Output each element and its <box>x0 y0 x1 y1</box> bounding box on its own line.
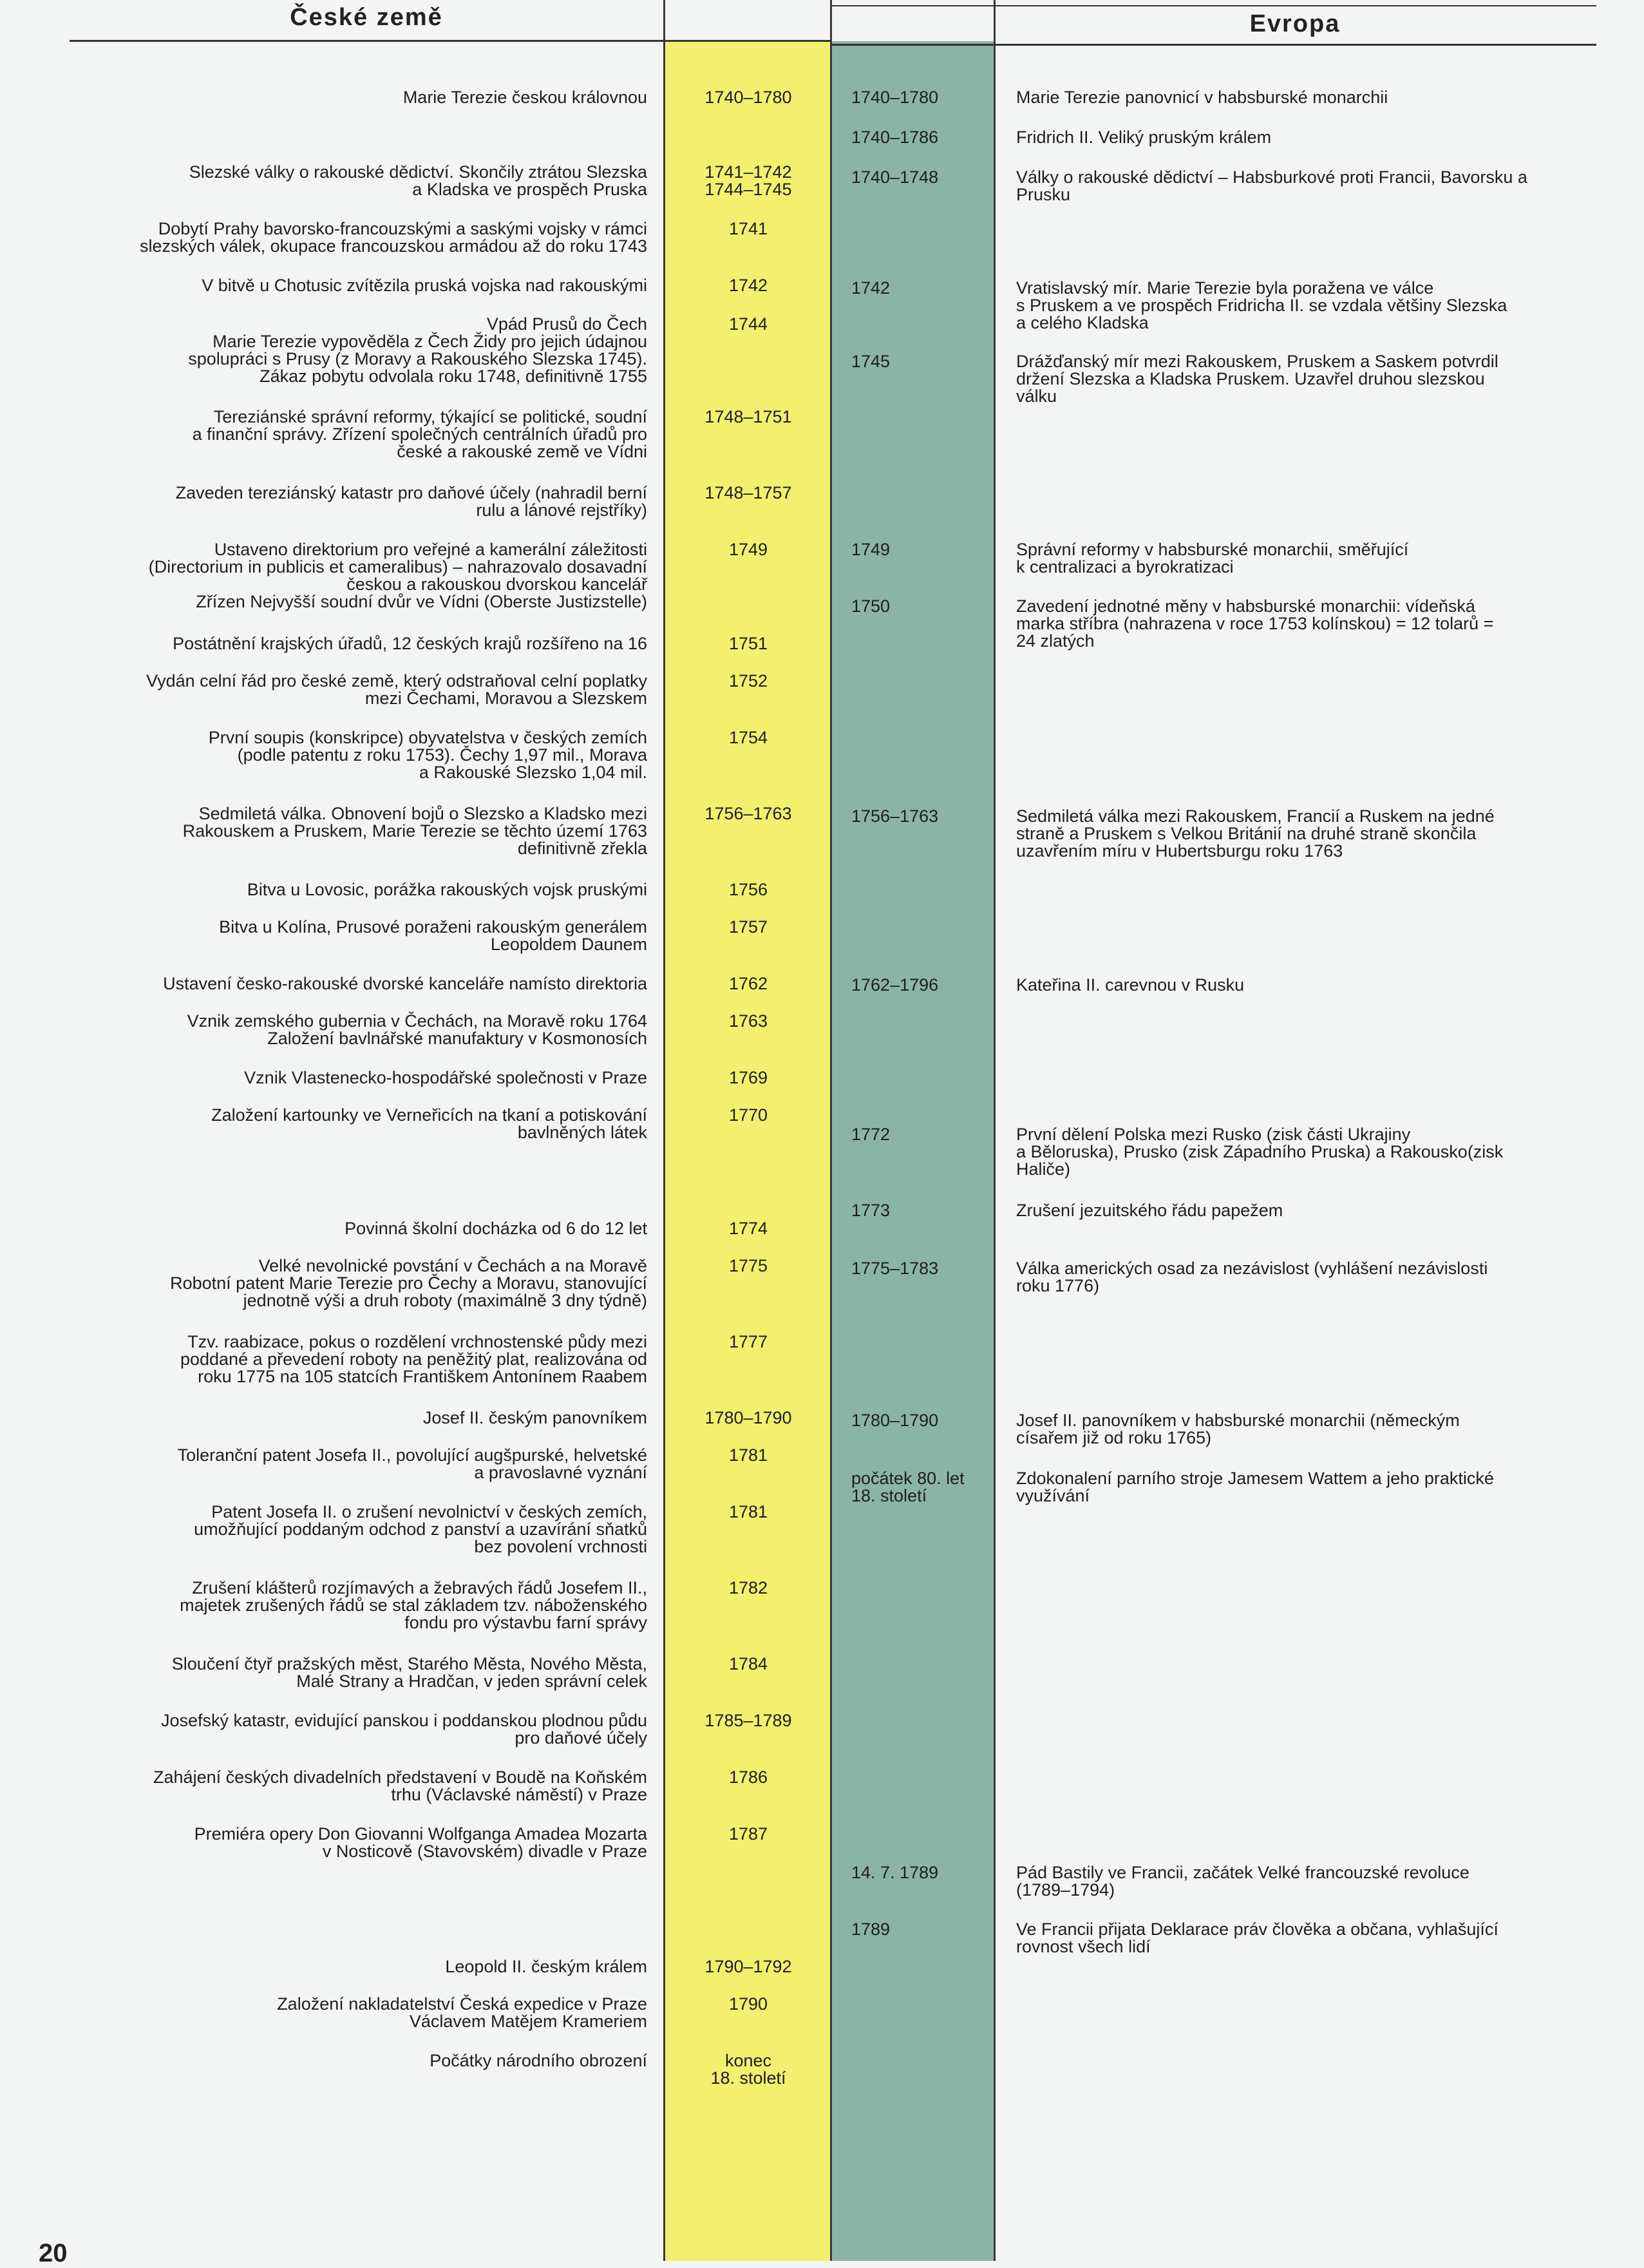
europe-event-year: 1762–1796 <box>851 975 939 995</box>
czech-event-year: 1742 <box>728 276 768 295</box>
europe-event-year: 1789 <box>851 1920 891 1939</box>
czech-event-year: 1790–1792 <box>704 1957 792 1976</box>
czech-event-year: 1790 <box>728 1994 768 2014</box>
czech-event-year: 1787 <box>728 1824 768 1844</box>
europe-event-year: 1773 <box>851 1201 891 1220</box>
czech-event-text: Bitva u Kolína, Prusové poraženi rakouským generálem Leopoldem Daunem <box>219 917 647 954</box>
czech-year-column <box>665 41 831 2261</box>
czech-event-text: Ustaveno direktorium pro veřejné a kamerální záležitosti (Directorium in publicis et cameralibus) – nahrazovalo dosavadní českou a rakouskou dvorskou kancelář Zřízen Nejvyšší soudní dvůr ve Vídni (Oberste Justizstelle) <box>148 540 647 611</box>
czech-event-year: 1741–1742 1744–1745 <box>704 162 792 199</box>
europe-event-text: První dělení Polska mezi Rusko (zisk části Ukrajiny a Běloruska), Prusko (zisk Západního Pruska) a Rakousko(zisk Haliče) <box>1016 1125 1504 1179</box>
europe-event-text: Správní reformy v habsburské monarchii, směřující k centralizaci a byrokratizaci <box>1016 540 1409 577</box>
header-czech: České země <box>290 4 443 31</box>
europe-event-year: 1740–1786 <box>851 128 939 147</box>
europe-event-year: 1775–1783 <box>851 1259 939 1278</box>
czech-event-year: 1762 <box>728 974 768 993</box>
europe-event-text: Války o rakouské dědictví – Habsburkové proti Francii, Bavorsku a Prusku <box>1016 167 1527 204</box>
czech-event-text: Premiéra opery Don Giovanni Wolfganga Amadea Mozarta v Nosticově (Stavovském) divadle v Praze <box>194 1824 647 1861</box>
czech-event-text: Zaveden tereziánský katastr pro daňové účely (nahradil berní rulu a lánové rejstříky) <box>175 483 647 520</box>
czech-event-text: Vpád Prusů do Čech Marie Terezie vypověděla z Čech Židy pro jejich údajnou spolupráci s Prusy (z Moravy a Rakouského Slezska 1745). Zákaz pobytu odvolala roku 1748, definitivně 1755 <box>188 314 647 386</box>
czech-event-year: 1777 <box>728 1332 768 1351</box>
header-europe: Evropa <box>1249 10 1341 37</box>
europe-event-year: 1740–1748 <box>851 167 939 187</box>
czech-event-text: Sedmiletá válka. Obnovení bojů o Slezsko a Kladsko mezi Rakouskem a Pruskem, Marie Terezie se těchto území 1763 definitivně zřekla <box>182 804 647 858</box>
czech-event-text: Založení kartounky ve Verneřicích na tkaní a potiskování bavlněných látek <box>211 1105 647 1142</box>
europe-event-year: 1740–1780 <box>851 88 939 107</box>
europe-event-text: Drážďanský mír mezi Rakouskem, Pruskem a Saskem potvrdil držení Slezska a Kladska Pruskem. Uzavřel druhou slezskou válku <box>1016 352 1498 406</box>
czech-event-year: 1775 <box>728 1256 768 1275</box>
europe-event-text: Fridrich II. Veliký pruským králem <box>1016 128 1272 147</box>
czech-event-year: 1786 <box>728 1768 768 1787</box>
europe-event-year: 1749 <box>851 540 891 559</box>
czech-event-year: 1756 <box>728 880 768 899</box>
czech-event-year: 1763 <box>728 1011 768 1031</box>
czech-event-text: Zahájení českých divadelních představení v Boudě na Koňském trhu (Václavské náměstí) v Praze <box>153 1768 647 1804</box>
czech-event-text: Josef II. českým panovníkem <box>422 1408 647 1427</box>
header-rule <box>70 40 830 42</box>
czech-event-year: 1740–1780 <box>704 88 792 107</box>
czech-event-text: Sloučení čtyř pražských měst, Starého Města, Nového Města, Malé Strany a Hradčan, v jeden správní celek <box>171 1654 647 1691</box>
czech-event-text: První soupis (konskripce) obyvatelstva v českých zemích (podle patentu z roku 1753). Čechy 1,97 mil., Morava a Rakouské Slezsko 1,04 mil. <box>208 728 647 782</box>
czech-event-year: 1784 <box>728 1654 768 1673</box>
europe-event-year: 1756–1763 <box>851 806 939 826</box>
czech-event-year: 1782 <box>728 1578 768 1597</box>
europe-event-text: Zdokonalení parního stroje Jamesem Wattem a jeho praktické využívání <box>1016 1469 1494 1505</box>
czech-event-year: 1741 <box>728 219 768 238</box>
czech-event-text: Vznik zemského gubernia v Čechách, na Moravě roku 1764 Založení bavlnářské manufaktury v Kosmonosích <box>187 1011 647 1048</box>
europe-event-text: Ve Francii přijata Deklarace práv člověka a občana, vyhlašující rovnost všech lidí <box>1016 1920 1498 1956</box>
czech-event-year: 1748–1751 <box>704 407 792 426</box>
czech-event-year: 1748–1757 <box>704 483 792 502</box>
europe-event-text: Kateřina II. carevnou v Rusku <box>1016 975 1245 995</box>
czech-event-year: 1756–1763 <box>704 804 792 823</box>
europe-event-year: 1772 <box>851 1125 891 1144</box>
czech-event-year: konec 18. století <box>710 2051 786 2088</box>
czech-event-year: 1744 <box>728 314 768 334</box>
europe-event-text: Zavedení jednotné měny v habsburské monarchii: vídeňská marka stříbra (nahrazena v roce 1753 kolínskou) = 12 tolarů = 24 zlatých <box>1016 596 1494 651</box>
czech-event-text: Dobytí Prahy bavorsko-francouzskými a saskými vojsky v rámci slezských válek, okupace francouzskou armádou až do roku 1743 <box>140 219 647 256</box>
czech-event-text: Velké nevolnické povstání v Čechách a na Moravě Robotní patent Marie Terezie pro Čechy a Moravu, stanovující jednotně výši a druh roboty (maximálně 3 dny týdně) <box>170 1256 647 1310</box>
czech-event-year: 1781 <box>728 1445 768 1465</box>
europe-event-text: Sedmiletá válka mezi Rakouskem, Francií a Ruskem na jedné straně a Pruskem s Velkou Británií na druhé straně skončila uzavřením míru v Hubertsburgu roku 1763 <box>1016 806 1495 861</box>
czech-event-text: Vznik Vlastenecko-hospodářské společnosti v Praze <box>244 1068 647 1087</box>
czech-event-year: 1785–1789 <box>704 1711 792 1730</box>
czech-event-text: Ustavení česko-rakouské dvorské kanceláře namísto direktoria <box>163 974 647 993</box>
czech-event-text: Marie Terezie českou královnou <box>402 88 647 107</box>
czech-event-year: 1751 <box>728 634 768 653</box>
czech-event-text: Zrušení klášterů rozjímavých a žebravých řádů Josefem II., majetek zrušených řádů se stal základem tzv. náboženského fondu pro výstavbu farní správy <box>180 1578 647 1632</box>
czech-event-year: 1752 <box>728 671 768 691</box>
europe-event-year: 1745 <box>851 352 891 371</box>
czech-event-text: Slezské války o rakouské dědictví. Skončily ztrátou Slezska a Kladska ve prospěch Pruska <box>189 162 647 199</box>
czech-event-text: Povinná školní docházka od 6 do 12 let <box>345 1219 647 1238</box>
europe-event-year: 1742 <box>851 278 891 298</box>
czech-event-text: Tzv. raabizace, pokus o rozdělení vrchnostenské půdy mezi poddané a převedení roboty na peněžitý plat, realizována od roku 1775 na 105 statcích Františkem Antonínem Raabem <box>180 1332 647 1386</box>
europe-event-text: Válka amerických osad za nezávislost (vyhlášení nezávislosti roku 1776) <box>1016 1259 1488 1295</box>
czech-event-year: 1770 <box>728 1105 768 1125</box>
europe-event-year: 1750 <box>851 596 891 616</box>
czech-event-text: Počátky národního obrození <box>430 2051 647 2070</box>
czech-event-text: Vydán celní řád pro české země, který odstraňoval celní poplatky mezi Čechami, Moravou a Slezskem <box>146 671 647 708</box>
czech-event-text: Patent Josefa II. o zrušení nevolnictví v českých zemích, umožňující poddaným odchod z panství a uzavírání sňatků bez povolení vrchnosti <box>194 1502 647 1556</box>
czech-event-text: Tereziánské správní reformy, týkající se politické, soudní a finanční správy. Zřízení společných centrálních úřadů pro české a rakouské země ve Vídni <box>192 407 647 461</box>
page-number: 20 <box>39 2239 68 2267</box>
europe-event-text: Marie Terezie panovnicí v habsburské monarchii <box>1016 88 1388 107</box>
czech-event-year: 1769 <box>728 1068 768 1087</box>
czech-event-year: 1754 <box>728 728 768 747</box>
czech-event-year: 1774 <box>728 1219 768 1238</box>
czech-event-text: V bitvě u Chotusic zvítězila pruská vojska nad rakouskými <box>202 276 647 295</box>
europe-event-year: 14. 7. 1789 <box>851 1863 939 1882</box>
header-rule <box>830 44 1596 46</box>
czech-event-text: Leopold II. českým králem <box>445 1957 647 1976</box>
czech-event-text: Toleranční patent Josefa II., povolující augšpurské, helvetské a pravoslavné vyznání <box>177 1445 647 1482</box>
czech-event-text: Postátnění krajských úřadů, 12 českých krajů rozšířeno na 16 <box>173 634 647 653</box>
column-divider <box>994 0 996 2261</box>
czech-event-year: 1749 <box>728 540 768 559</box>
column-divider <box>663 0 665 2261</box>
europe-event-text: Zrušení jezuitského řádu papežem <box>1016 1201 1283 1220</box>
europe-event-text: Vratislavský mír. Marie Terezie byla poražena ve válce s Pruskem a ve prospěch Fridricha II. se vzdala většiny Slezska a celého Kladska <box>1016 278 1507 332</box>
czech-event-year: 1757 <box>728 917 768 937</box>
europe-event-text: Pád Bastily ve Francii, začátek Velké francouzské revoluce (1789–1794) <box>1016 1863 1469 1900</box>
czech-event-text: Založení nakladatelství Česká expedice v Praze Václavem Matějem Krameriem <box>277 1994 647 2031</box>
czech-event-year: 1780–1790 <box>704 1408 792 1427</box>
czech-event-text: Josefský katastr, evidující panskou i poddanskou plodnou půdu pro daňové účely <box>161 1711 647 1748</box>
czech-event-year: 1781 <box>728 1502 768 1521</box>
europe-event-year: počátek 80. let 18. století <box>851 1469 965 1505</box>
europe-event-text: Josef II. panovníkem v habsburské monarchii (německým císařem již od roku 1765) <box>1016 1411 1460 1447</box>
column-divider <box>830 0 832 2261</box>
europe-event-year: 1780–1790 <box>851 1411 939 1430</box>
czech-event-text: Bitva u Lovosic, porážka rakouských vojsk pruskými <box>247 880 647 899</box>
top-rule <box>830 5 1596 6</box>
